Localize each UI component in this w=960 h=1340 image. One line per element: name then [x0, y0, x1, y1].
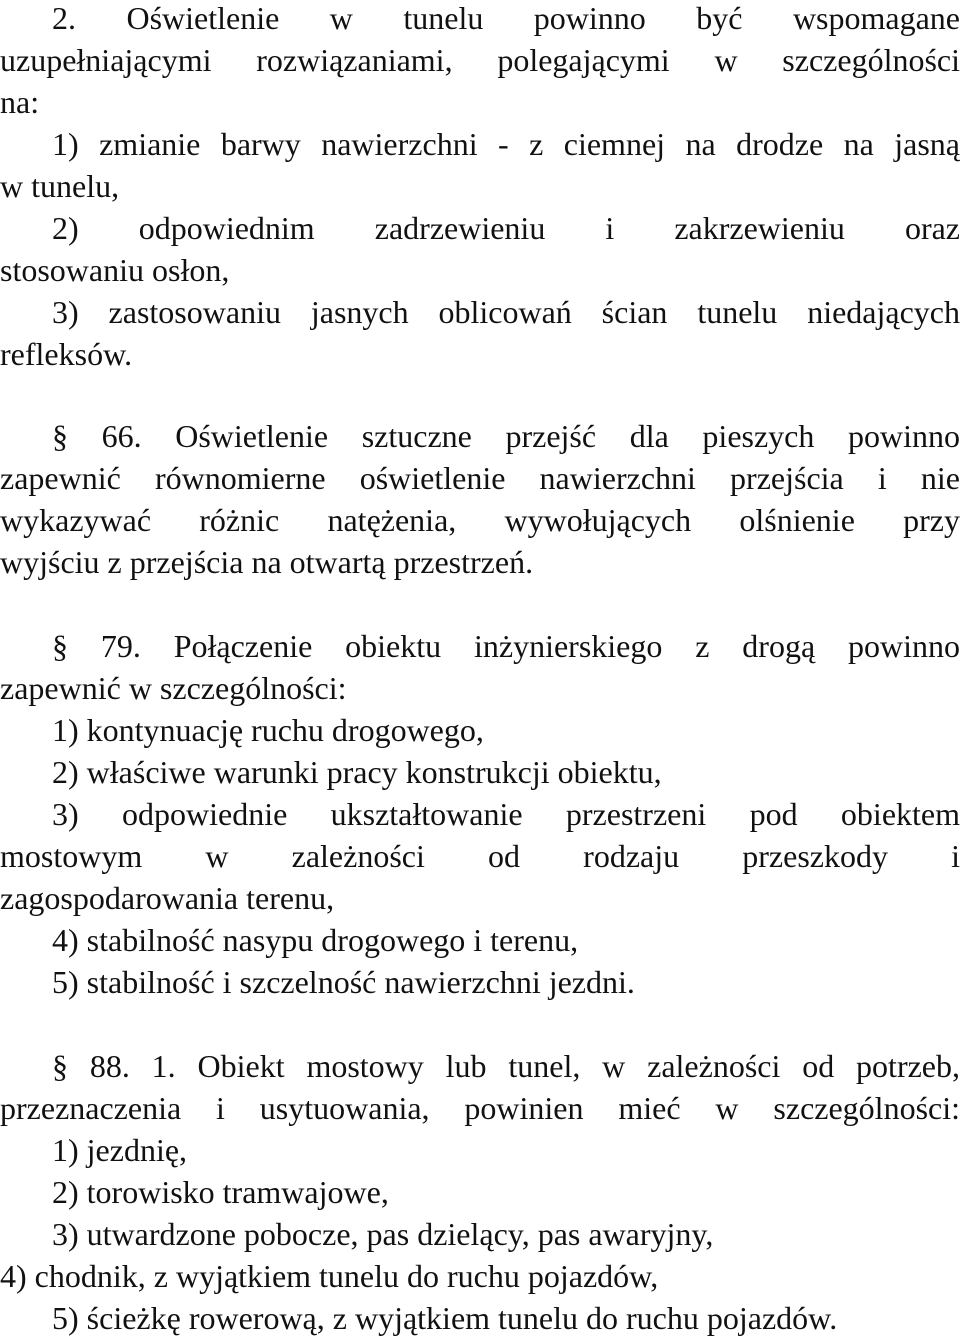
section-79-item-3-line-1: 3) odpowiednie ukształtowanie przestrzeni pod obiektem — [52, 796, 960, 832]
section-88-line-2: przeznaczenia i usytuowania, powinien mieć w szczególności: — [0, 1090, 960, 1126]
paragraph-2-item-3-line-1: 3) zastosowaniu jasnych oblicowań ścian tunelu niedających — [52, 294, 960, 330]
section-88-item-2: 2) torowisko tramwajowe, — [52, 1174, 389, 1210]
section-79-item-1: 1) kontynuację ruchu drogowego, — [52, 712, 484, 748]
section-88-line-1: § 88. 1. Obiekt mostowy lub tunel, w zależności od potrzeb, — [52, 1048, 960, 1084]
paragraph-2-item-1-line-2: w tunelu, — [0, 168, 120, 204]
section-88-item-1: 1) jezdnię, — [52, 1132, 188, 1168]
paragraph-2-item-1-line-1: 1) zmianie barwy nawierzchni - z ciemnej na drodze na jasną — [52, 126, 960, 162]
section-66-line-3: wykazywać różnic natężenia, wywołujących olśnienie przy — [0, 502, 960, 538]
section-79-line-2: zapewnić w szczególności: — [0, 670, 347, 706]
paragraph-2-line-2: uzupełniającymi rozwiązaniami, polegającymi w szczególności — [0, 42, 960, 78]
section-66-line-1: § 66. Oświetlenie sztuczne przejść dla pieszych powinno — [52, 418, 960, 454]
paragraph-2-line-1: 2. Oświetlenie w tunelu powinno być wspomagane — [52, 0, 960, 36]
paragraph-2-item-2-line-2: stosowaniu osłon, — [0, 252, 230, 288]
section-79-item-4: 4) stabilność nasypu drogowego i terenu, — [52, 922, 579, 958]
section-66-line-4: wyjściu z przejścia na otwartą przestrzeń. — [0, 544, 534, 580]
section-79-item-3-line-3: zagospodarowania terenu, — [0, 880, 335, 916]
section-66-line-2: zapewnić równomierne oświetlenie nawierzchni przejścia i nie — [0, 460, 960, 496]
section-79-line-1: § 79. Połączenie obiektu inżynierskiego z drogą powinno — [52, 628, 960, 664]
section-79-item-3-line-2: mostowym w zależności od rodzaju przeszkody i — [0, 838, 960, 874]
section-88-item-5: 5) ścieżkę rowerową, z wyjątkiem tunelu do ruchu pojazdów. — [52, 1300, 838, 1336]
section-79-item-5: 5) stabilność i szczelność nawierzchni jezdni. — [52, 964, 635, 1000]
paragraph-2-line-3: na: — [0, 84, 40, 120]
paragraph-2-item-2-line-1: 2) odpowiednim zadrzewieniu i zakrzewieniu oraz — [52, 210, 960, 246]
section-88-item-4: 4) chodnik, z wyjątkiem tunelu do ruchu pojazdów, — [0, 1258, 659, 1294]
paragraph-2-item-3-line-2: refleksów. — [0, 336, 133, 372]
section-79-item-2: 2) właściwe warunki pracy konstrukcji obiektu, — [52, 754, 662, 790]
section-88-item-3: 3) utwardzone pobocze, pas dzielący, pas awaryjny, — [52, 1216, 714, 1252]
